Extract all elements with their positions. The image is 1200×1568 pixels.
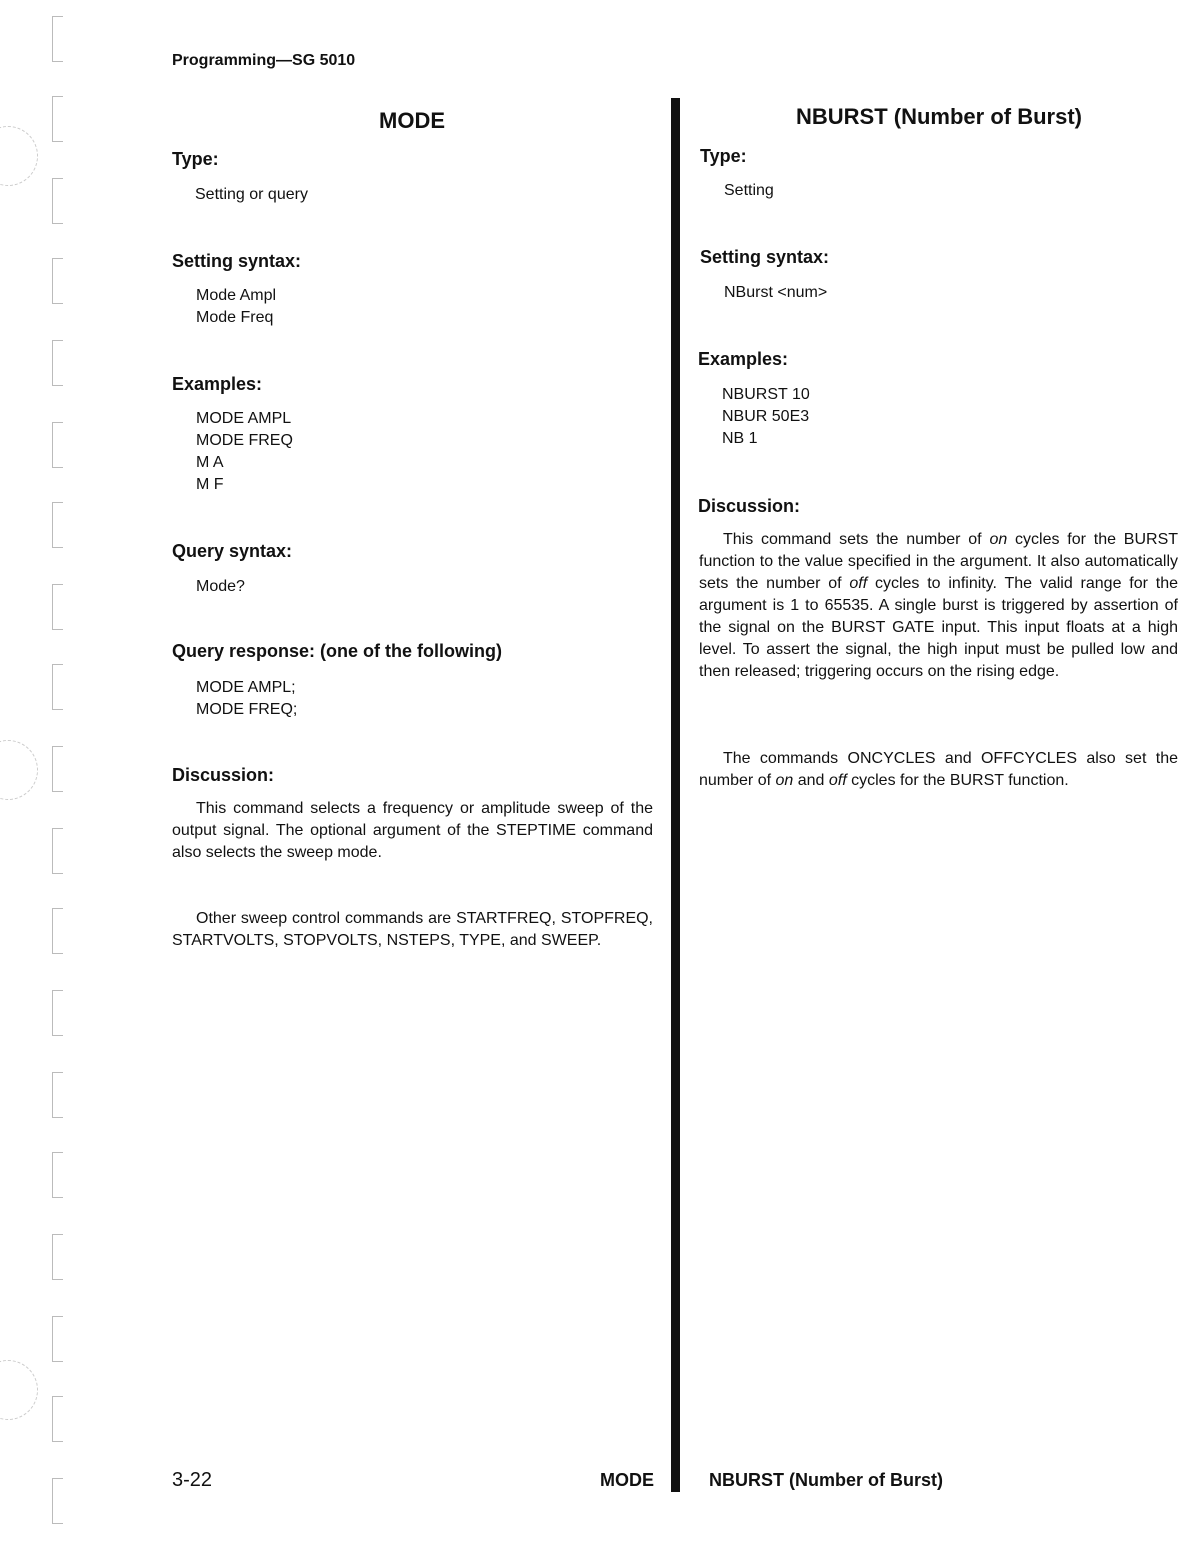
binding-mark (52, 746, 63, 792)
running-header: Programming—SG 5010 (172, 52, 356, 69)
binding-mark (52, 502, 63, 548)
footer-left-topic: MODE (600, 1470, 654, 1490)
binding-mark (52, 1152, 63, 1198)
binding-mark (52, 828, 63, 874)
binding-mark (52, 340, 63, 386)
nburst-setting-value: NBurst <num> (724, 284, 828, 301)
mode-response-heading: Query response: (one of the following) (172, 641, 503, 661)
mode-response-line: MODE FREQ; (196, 701, 298, 718)
nburst-example-line: NBURST 10 (722, 386, 810, 403)
mode-type-value: Setting or query (195, 186, 308, 203)
mode-discussion-heading: Discussion: (172, 765, 275, 785)
mode-query-value: Mode? (196, 578, 245, 595)
nburst-type-heading: Type: (700, 146, 747, 166)
binding-mark (52, 990, 63, 1036)
column-divider (671, 98, 680, 1492)
nburst-discussion-paragraph: This command sets the number of on cycles for the BURST function to the value specified in the argument. It also automatically sets the number of off cycles to infinity. The valid range for the argument is 1 to 65535. A single burst is triggered by assertion of the signal on the BURST GATE input. This input floats at a high level. To assert the signal, the high input must be pulled low and then released; triggering occurs on the rising edge. (699, 531, 1179, 680)
binding-mark (52, 584, 63, 630)
nburst-example-line: NBUR 50E3 (722, 408, 810, 425)
binding-mark (52, 664, 63, 710)
nburst-type-value: Setting (724, 182, 774, 199)
mode-example-line: MODE AMPL (196, 410, 292, 427)
mode-example-line: M A (196, 454, 224, 471)
binding-mark (52, 16, 63, 62)
binding-mark (52, 258, 63, 304)
nburst-setting-heading: Setting syntax: (700, 247, 830, 267)
mode-example-line: MODE FREQ (196, 432, 293, 449)
mode-setting-line: Mode Freq (196, 309, 274, 326)
binding-mark (52, 1478, 63, 1524)
mode-setting-line: Mode Ampl (196, 287, 277, 304)
nburst-discussion-paragraph: The commands ONCYCLES and OFFCYCLES also set the number of on and off cycles for the BURST function. (699, 750, 1178, 789)
binding-mark (52, 1234, 63, 1280)
mode-examples-heading: Examples: (172, 374, 263, 394)
nburst-title: NBURST (Number of Burst) (796, 104, 1082, 129)
mode-title: MODE (379, 108, 445, 133)
mode-setting-heading: Setting syntax: (172, 251, 302, 271)
mode-discussion-paragraph: Other sweep control commands are STARTFREQ, STOPFREQ, STARTVOLTS, STOPVOLTS, NSTEPS, TYPE, and SWEEP. (172, 910, 653, 949)
page-number: 3-22 (172, 1469, 213, 1491)
binding-mark (52, 422, 63, 468)
mode-example-line: M F (196, 476, 224, 493)
mode-discussion-paragraph: This command selects a frequency or amplitude sweep of the output signal. The optional argument of the STEPTIME command also selects the sweep mode. (172, 800, 653, 861)
punch-hole (0, 126, 38, 186)
binding-mark (52, 1396, 63, 1442)
binding-mark (52, 178, 63, 224)
nburst-discussion-heading: Discussion: (698, 496, 801, 516)
binding-mark (52, 908, 63, 954)
mode-query-heading: Query syntax: (172, 541, 293, 561)
nburst-examples-heading: Examples: (698, 349, 789, 369)
nburst-example-line: NB 1 (722, 430, 758, 447)
binding-mark (52, 96, 63, 142)
punch-hole (0, 1360, 38, 1420)
punch-hole (0, 740, 38, 800)
mode-response-line: MODE AMPL; (196, 679, 296, 696)
binding-mark (52, 1316, 63, 1362)
footer-right-topic: NBURST (Number of Burst) (709, 1470, 943, 1490)
mode-type-heading: Type: (172, 149, 219, 169)
binding-mark (52, 1072, 63, 1118)
